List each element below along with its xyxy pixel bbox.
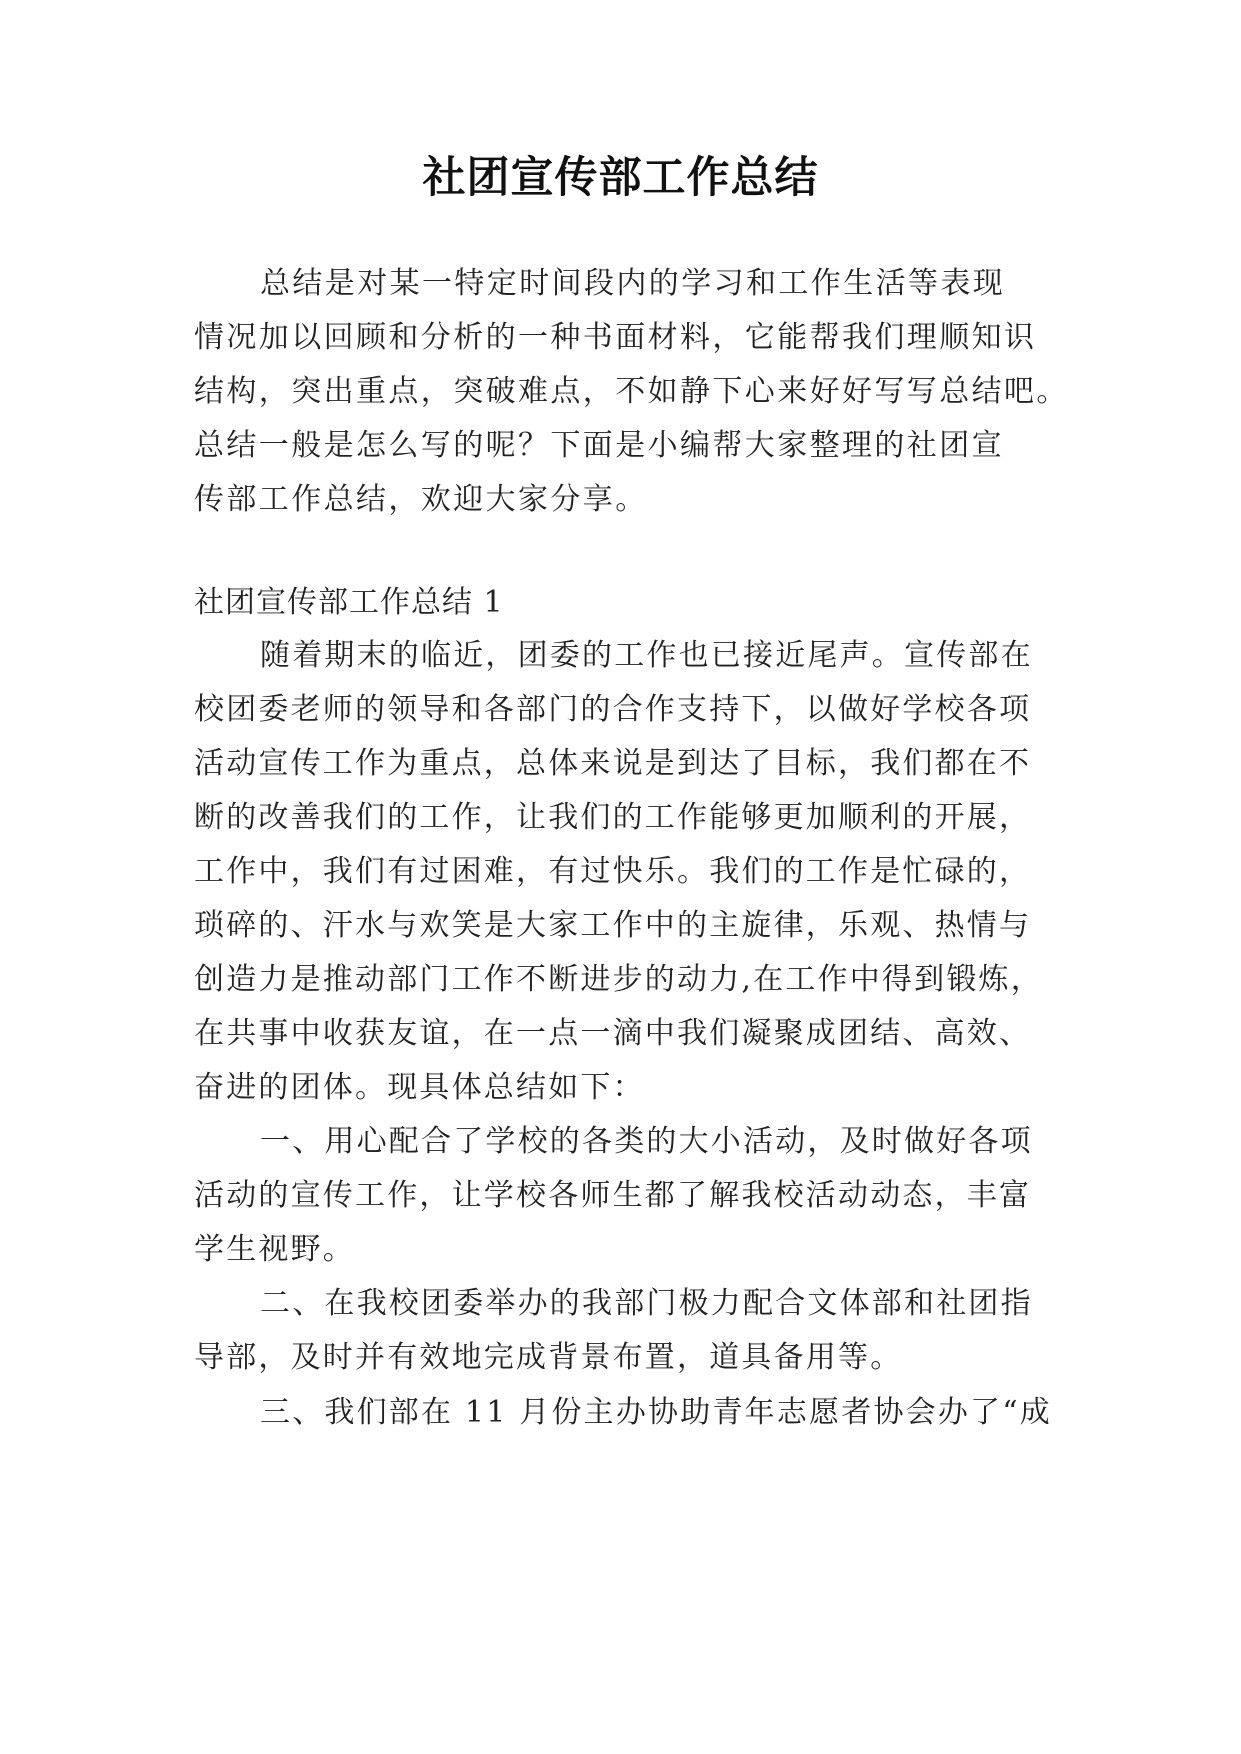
body-line: 活动的宣传工作，让学校各师生都了解我校活动动态，丰富: [194, 1178, 1032, 1213]
body-line: 三、我们部在 11 月份主办协助青年志愿者协会办了“成: [260, 1395, 1052, 1430]
intro-line: 传部工作总结，欢迎大家分享。: [194, 482, 648, 517]
body-line: 奋进的团体。现具体总结如下：: [194, 1070, 645, 1105]
body-line: 断的改善我们的工作，让我们的工作能够更加顺利的开展，: [194, 800, 1032, 835]
body-line: 二、在我校团委举办的我部门极力配合文体部和社团指: [260, 1286, 1033, 1321]
body-line: 校团委老师的领导和各部门的合作支持下，以做好学校各项: [194, 692, 1032, 727]
body-line: 工作中，我们有过困难，有过快乐。我们的工作是忙碌的，: [194, 854, 1032, 889]
intro-line: 结构，突出重点，突破难点，不如静下心来好好写写总结吧。: [194, 374, 1069, 409]
body-line: 导部，及时并有效地完成背景布置，道具备用等。: [194, 1340, 903, 1375]
body-line: 在共事中收获友谊，在一点一滴中我们凝聚成团结、高效、: [194, 1016, 1032, 1051]
document-title: 社团宣传部工作总结: [422, 153, 819, 203]
intro-line: 情况加以回顾和分析的一种书面材料，它能帮我们理顺知识: [194, 320, 1037, 355]
intro-line: 总结是对某一特定时间段内的学习和工作生活等表现: [260, 266, 1006, 301]
body-line: 随着期末的临近，团委的工作也已接近尾声。宣传部在: [260, 638, 1033, 673]
body-line: 活动宣传工作为重点，总体来说是到达了目标，我们都在不: [194, 746, 1032, 781]
intro-line: 总结一般是怎么写的呢？下面是小编帮大家整理的社团宣: [194, 428, 1004, 463]
section-heading: 社团宣传部工作总结 1: [194, 585, 504, 620]
body-line: 一、用心配合了学校的各类的大小活动，及时做好各项: [260, 1124, 1033, 1159]
body-line: 琐碎的、汗水与欢笑是大家工作中的主旋律，乐观、热情与: [194, 908, 1032, 943]
body-line: 学生视野。: [194, 1232, 355, 1267]
body-line: 创造力是推动部门工作不断进步的动力,在工作中得到锻炼，: [194, 962, 1043, 997]
